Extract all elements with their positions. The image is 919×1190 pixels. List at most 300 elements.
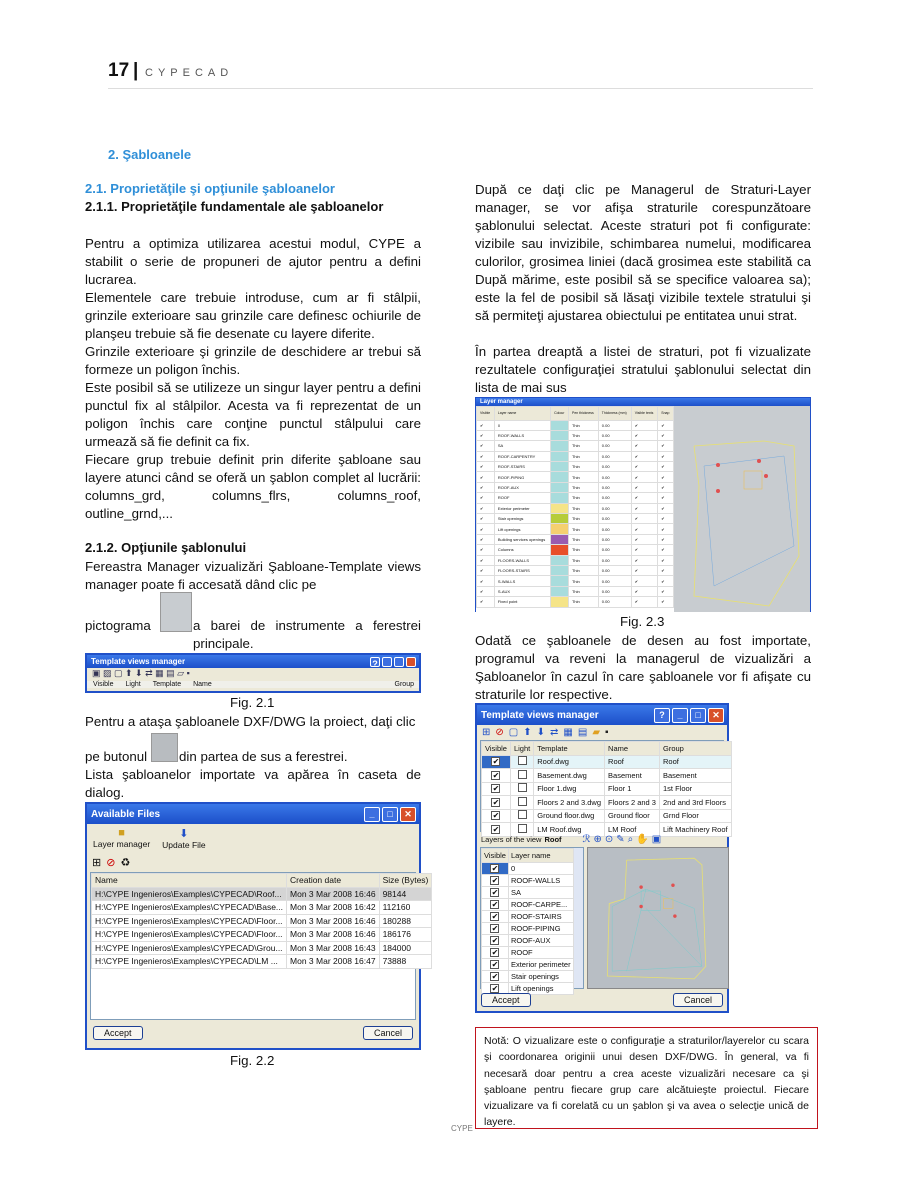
layer-row[interactable] — [482, 910, 574, 922]
cell: 73888 — [379, 955, 432, 969]
colour-swatch[interactable] — [551, 451, 569, 461]
thickness[interactable]: 0.00 — [598, 462, 631, 472]
paragraph: În partea dreaptă a listei de straturi, pot fi vizualizate rezultatele configuraţiei stratului şablonului selectat din lista de mai sus — [475, 344, 811, 395]
pen-thickness[interactable]: Thin — [568, 576, 598, 586]
visible-texts-checkbox[interactable]: ✔ — [631, 430, 658, 440]
thickness[interactable]: 0.00 — [598, 586, 631, 596]
visible-checkbox[interactable]: ✔ — [482, 934, 509, 946]
file-row[interactable] — [92, 914, 432, 928]
visible-checkbox[interactable]: ✔ — [482, 898, 509, 910]
layer-name: ROOF-PIPING — [494, 472, 550, 482]
thickness[interactable]: 0.00 — [598, 534, 631, 544]
colour-swatch[interactable] — [551, 503, 569, 513]
add-icon[interactable]: ⊞ — [482, 727, 491, 738]
pen-thickness[interactable]: Thin — [568, 441, 598, 451]
visible-checkbox[interactable]: ✔ — [477, 493, 495, 503]
colour-swatch[interactable] — [551, 441, 569, 451]
cell: LM Roof.dwg — [534, 823, 605, 837]
layer-row[interactable] — [482, 874, 574, 886]
save-icon[interactable]: ▪ — [605, 727, 609, 738]
layer-row[interactable] — [482, 898, 574, 910]
layers-view-name: Roof — [544, 835, 562, 844]
snap-checkbox[interactable]: ✔ — [658, 545, 674, 555]
toolbar-icons[interactable]: ▣ ▨ ▢ ⬆ ⬇ ⇄ ▦ ▤ ▱ ▪ — [92, 668, 190, 678]
layer-row[interactable] — [477, 482, 674, 492]
visible-checkbox[interactable]: ✔ — [477, 420, 495, 430]
layer-row[interactable] — [477, 597, 674, 607]
layer-row[interactable] — [477, 420, 674, 430]
visible-texts-checkbox[interactable]: ✔ — [631, 597, 658, 607]
open-folder-icon[interactable]: ▰ — [592, 727, 601, 738]
cell: Basement.dwg — [534, 769, 605, 783]
thickness[interactable]: 0.00 — [598, 472, 631, 482]
cell: 1st Floor — [659, 782, 731, 796]
figure-caption: Fig. 2.1 — [230, 695, 275, 710]
visible-texts-checkbox[interactable]: ✔ — [631, 441, 658, 451]
colour-swatch[interactable] — [551, 524, 569, 534]
snap-checkbox[interactable]: ✔ — [658, 441, 674, 451]
layer-row[interactable] — [477, 555, 674, 565]
colour-swatch[interactable] — [551, 545, 569, 555]
close-button[interactable]: ✕ — [708, 708, 724, 723]
snap-checkbox[interactable]: ✔ — [658, 534, 674, 544]
layer-name: Columns — [494, 545, 550, 555]
visible-checkbox[interactable]: ✔ — [477, 555, 495, 565]
layer-row[interactable] — [477, 451, 674, 461]
cancel-button[interactable]: Cancel — [673, 993, 723, 1007]
layer-row[interactable] — [477, 576, 674, 586]
file-row[interactable] — [92, 887, 432, 901]
visible-texts-checkbox[interactable]: ✔ — [631, 482, 658, 492]
cell: 112160 — [379, 901, 432, 915]
pen-thickness[interactable]: Thin — [568, 420, 598, 430]
layer-name: S-WALLS — [494, 576, 550, 586]
view-layers-table — [481, 848, 574, 995]
snap-checkbox[interactable]: ✔ — [658, 482, 674, 492]
colour-swatch[interactable] — [551, 597, 569, 607]
help-button[interactable]: ? — [370, 657, 380, 667]
visible-texts-checkbox[interactable]: ✔ — [631, 462, 658, 472]
cell: 2nd and 3rd Floors — [659, 796, 731, 810]
layer-manager-button[interactable] — [93, 827, 150, 850]
pen-thickness[interactable]: Thin — [568, 430, 598, 440]
layer-row[interactable] — [477, 524, 674, 534]
visible-checkbox[interactable]: ✔ — [477, 597, 495, 607]
col-header: Snap — [658, 407, 674, 421]
cell: 184000 — [379, 941, 432, 955]
colour-swatch[interactable] — [551, 472, 569, 482]
layer-name: ROOF-STAIRS — [508, 910, 573, 922]
paragraph: Odată ce şabloanele de desen au fost importate, programul va reveni la managerul de vizualizări a Şabloanelor în cazul în care şabloanele vor fi afişate cu straturile lor respective. — [475, 633, 811, 702]
pen-thickness[interactable]: Thin — [568, 534, 598, 544]
maximize-button[interactable] — [394, 657, 404, 667]
visible-checkbox[interactable]: ✔ — [482, 958, 509, 970]
window-title: Available Files — [91, 808, 161, 820]
visible-texts-checkbox[interactable]: ✔ — [631, 420, 658, 430]
layer-name: Exterior perimeter — [494, 503, 550, 513]
available-files-dialog — [85, 802, 429, 1050]
minimize-button[interactable] — [382, 657, 392, 667]
layer-row[interactable] — [482, 934, 574, 946]
visible-checkbox[interactable]: ✔ — [482, 886, 509, 898]
help-button[interactable]: ? — [654, 708, 670, 723]
trash-icon[interactable]: ♻ — [120, 857, 131, 869]
thickness[interactable]: 0.00 — [598, 576, 631, 586]
header-rule — [108, 88, 813, 89]
col-header: Colour — [551, 407, 569, 421]
col-header: Visible — [477, 407, 495, 421]
thickness[interactable]: 0.00 — [598, 597, 631, 607]
col: Group — [394, 681, 414, 688]
layer-manager-icon: ■ — [118, 827, 125, 839]
footer-text: CYPE — [451, 1124, 473, 1133]
col-header: Group — [659, 742, 731, 756]
cell: Ground floor — [605, 809, 660, 823]
visible-texts-checkbox[interactable]: ✔ — [631, 586, 658, 596]
scrollbar[interactable] — [574, 848, 583, 988]
snap-checkbox[interactable]: ✔ — [658, 576, 674, 586]
snap-checkbox[interactable]: ✔ — [658, 565, 674, 575]
layer-row[interactable] — [477, 472, 674, 482]
visible-checkbox[interactable]: ✔ — [482, 755, 511, 769]
header-separator: | — [133, 60, 139, 81]
minimize-button[interactable]: _ — [364, 807, 380, 822]
header-title: CYPECAD — [145, 67, 234, 79]
visible-checkbox[interactable]: ✔ — [477, 472, 495, 482]
subsubsection-heading: 2.1.2. Opţiunile şablonului — [85, 540, 247, 555]
colour-swatch[interactable] — [551, 565, 569, 575]
colour-swatch[interactable] — [551, 493, 569, 503]
paragraph: Este posibil să se utilizeze un singur layer pentru a defini punctul fix al stâlpilor. Acesta va fi reprezentat de un poligon închis care conţine punctul stâlpului care urmează să fie definit ca fix. — [85, 380, 421, 449]
visible-checkbox[interactable]: ✔ — [482, 823, 511, 837]
text: pictograma — [85, 618, 151, 633]
thickness[interactable]: 0.00 — [598, 430, 631, 440]
visible-texts-checkbox[interactable]: ✔ — [631, 451, 658, 461]
layers-table — [476, 406, 674, 608]
visible-texts-checkbox[interactable]: ✔ — [631, 555, 658, 565]
visible-checkbox[interactable]: ✔ — [477, 565, 495, 575]
file-row[interactable] — [92, 955, 432, 969]
layer-row[interactable] — [477, 586, 674, 596]
thickness[interactable]: 0.00 — [598, 503, 631, 513]
delete-icon[interactable]: ⊘ — [106, 857, 116, 869]
pen-thickness[interactable]: Thin — [568, 524, 598, 534]
cell: H:\CYPE Ingenieros\Examples\CYPECAD\Floor... — [92, 928, 287, 942]
files-table — [91, 873, 432, 969]
cell: Mon 3 Mar 2008 16:46 — [287, 887, 380, 901]
swap-icon[interactable]: ⇄ — [550, 727, 559, 738]
pen-thickness[interactable]: Thin — [568, 451, 598, 461]
layer-name: Fixed point — [494, 597, 550, 607]
file-row[interactable] — [92, 928, 432, 942]
cell: 180288 — [379, 914, 432, 928]
colour-swatch[interactable] — [551, 586, 569, 596]
layer-row[interactable] — [477, 565, 674, 575]
update-file-button[interactable] — [162, 827, 205, 850]
import-icon[interactable]: ▦ — [563, 727, 573, 738]
delete-icon[interactable]: ⊘ — [495, 727, 504, 738]
cell: Grnd Floor — [659, 809, 731, 823]
pen-thickness[interactable]: Thin — [568, 565, 598, 575]
col-header: Name — [605, 742, 660, 756]
layer-row[interactable] — [482, 922, 574, 934]
maximize-button[interactable]: □ — [690, 708, 706, 723]
snap-checkbox[interactable]: ✔ — [658, 430, 674, 440]
layer-row[interactable] — [482, 970, 574, 982]
layer-name: FLOORS-WALLS — [494, 555, 550, 565]
layer-row[interactable] — [477, 534, 674, 544]
thickness[interactable]: 0.00 — [598, 565, 631, 575]
pen-thickness[interactable]: Thin — [568, 514, 598, 524]
layer-name: Lift openings — [494, 524, 550, 534]
column-headers — [87, 681, 419, 688]
colour-swatch[interactable] — [551, 576, 569, 586]
layer-row[interactable] — [477, 545, 674, 555]
colour-swatch[interactable] — [551, 430, 569, 440]
note-box: Notă: O vizualizare este o configuraţie a straturilor/layerelor cu scara şi coordonarea originii unui desen DXF/DWG. În general, va fi necesară doar pentru a crea aceste vizualizări necesare ca şi şabloane pentru fiecare grup care alcătuieşte proiectul. Fiecare vizualizare va fi corelată cu un şablon şi va avea o selecţie unică de layere. — [475, 1027, 818, 1129]
cell: Mon 3 Mar 2008 16:43 — [287, 941, 380, 955]
layer-row[interactable] — [482, 886, 574, 898]
layer-row[interactable] — [477, 503, 674, 513]
visible-texts-checkbox[interactable]: ✔ — [631, 472, 658, 482]
close-button[interactable]: ✕ — [400, 807, 416, 822]
visible-checkbox[interactable]: ✔ — [482, 970, 509, 982]
snap-checkbox[interactable]: ✔ — [658, 586, 674, 596]
attach-button-icon — [151, 733, 178, 762]
snap-checkbox[interactable]: ✔ — [658, 493, 674, 503]
label: Update File — [162, 840, 206, 850]
move-down-icon[interactable]: ⬇ — [536, 727, 546, 738]
drawing-preview[interactable] — [587, 847, 729, 989]
add-icon[interactable]: ⊞ — [92, 857, 102, 869]
file-row[interactable] — [92, 941, 432, 955]
visible-checkbox[interactable]: ✔ — [477, 462, 495, 472]
col-header: Thickness (mm) — [598, 407, 631, 421]
template-row[interactable] — [482, 769, 732, 783]
col-header: Light — [510, 742, 533, 756]
cell: H:\CYPE Ingenieros\Examples\CYPECAD\LM ... — [92, 955, 287, 969]
visible-texts-checkbox[interactable]: ✔ — [631, 565, 658, 575]
cell: Mon 3 Mar 2008 16:42 — [287, 901, 380, 915]
subsection-heading: 2.1. Proprietăţile şi opţiunile şabloanelor — [85, 181, 335, 196]
visible-checkbox[interactable]: ✔ — [477, 503, 495, 513]
cell: Roof.dwg — [534, 755, 605, 769]
colour-swatch[interactable] — [551, 462, 569, 472]
layer-name: FLOORS-STAIRS — [494, 565, 550, 575]
layer-manager-window — [475, 397, 811, 612]
visible-checkbox[interactable]: ✔ — [477, 586, 495, 596]
col: Name — [193, 681, 212, 688]
cell: Floors 2 and 3 — [605, 796, 660, 810]
colour-swatch[interactable] — [551, 420, 569, 430]
light-checkbox[interactable] — [510, 769, 533, 783]
thickness[interactable]: 0.00 — [598, 524, 631, 534]
cell: Roof — [659, 755, 731, 769]
paragraph: Grinzile exterioare şi grinzile de deschidere ar trebui să formeze un poligon închis. — [85, 344, 421, 377]
drawing-preview[interactable] — [674, 406, 810, 612]
col-header[interactable]: Creation date — [287, 874, 380, 888]
visible-checkbox[interactable]: ✔ — [477, 441, 495, 451]
thickness[interactable]: 0.00 — [598, 514, 631, 524]
paragraph: Pentru a optimiza utilizarea acestui modul, CYPE a stabilit o serie de propuneri de ajutor pentru a defini lucrarea. — [85, 236, 421, 287]
cell: Floors 2 and 3.dwg — [534, 796, 605, 810]
visible-checkbox[interactable]: ✔ — [482, 982, 509, 994]
visible-checkbox[interactable]: ✔ — [482, 769, 511, 783]
layer-name: ROOF-WALLS — [508, 874, 573, 886]
cell: Roof — [605, 755, 660, 769]
col-header: Visible texts — [631, 407, 658, 421]
template-row[interactable] — [482, 796, 732, 810]
snap-checkbox[interactable]: ✔ — [658, 597, 674, 607]
pen-thickness[interactable]: Thin — [568, 472, 598, 482]
minimize-button[interactable]: _ — [672, 708, 688, 723]
layer-row[interactable] — [477, 462, 674, 472]
pen-thickness[interactable]: Thin — [568, 545, 598, 555]
visible-checkbox[interactable]: ✔ — [482, 946, 509, 958]
col-header: Layer name — [494, 407, 550, 421]
layer-name: SA — [494, 441, 550, 451]
visible-texts-checkbox[interactable]: ✔ — [631, 503, 658, 513]
visible-checkbox[interactable]: ✔ — [482, 862, 509, 874]
visible-checkbox[interactable]: ✔ — [477, 534, 495, 544]
label: Layer manager — [93, 839, 151, 849]
visible-checkbox[interactable]: ✔ — [477, 514, 495, 524]
cell: Lift Machinery Roof — [659, 823, 731, 837]
properties-icon[interactable]: ▤ — [577, 727, 588, 738]
layer-row[interactable] — [477, 493, 674, 503]
col-header[interactable]: Name — [92, 874, 287, 888]
colour-swatch[interactable] — [551, 555, 569, 565]
snap-checkbox[interactable]: ✔ — [658, 462, 674, 472]
visible-texts-checkbox[interactable]: ✔ — [631, 576, 658, 586]
thickness[interactable]: 0.00 — [598, 451, 631, 461]
copy-icon[interactable]: ▢ — [508, 727, 519, 738]
light-checkbox[interactable] — [510, 796, 533, 810]
visible-checkbox[interactable]: ✔ — [482, 874, 509, 886]
close-button[interactable] — [406, 657, 416, 667]
layer-row[interactable] — [482, 958, 574, 970]
layer-row[interactable] — [482, 946, 574, 958]
thickness[interactable]: 0.00 — [598, 555, 631, 565]
visible-checkbox[interactable]: ✔ — [477, 545, 495, 555]
light-checkbox[interactable] — [510, 809, 533, 823]
window-title: Template views manager — [91, 657, 186, 666]
snap-checkbox[interactable]: ✔ — [658, 451, 674, 461]
cell: Ground floor.dwg — [534, 809, 605, 823]
thickness[interactable]: 0.00 — [598, 545, 631, 555]
pen-thickness[interactable]: Thin — [568, 503, 598, 513]
visible-texts-checkbox[interactable]: ✔ — [631, 534, 658, 544]
visible-checkbox[interactable]: ✔ — [477, 576, 495, 586]
layer-row[interactable] — [477, 514, 674, 524]
thickness[interactable]: 0.00 — [598, 420, 631, 430]
paragraph: Elementele care trebuie introduse, cum ar fi stâlpii, grinzile exterioare sau grinzile care definesc ochiurile de planşeu trebuie să fie desenate cu layere diferite. — [85, 290, 421, 341]
visible-checkbox[interactable]: ✔ — [477, 482, 495, 492]
layer-row[interactable] — [477, 430, 674, 440]
thickness[interactable]: 0.00 — [598, 493, 631, 503]
file-row[interactable] — [92, 901, 432, 915]
visible-checkbox[interactable]: ✔ — [477, 451, 495, 461]
snap-checkbox[interactable]: ✔ — [658, 472, 674, 482]
snap-checkbox[interactable]: ✔ — [658, 420, 674, 430]
visible-checkbox[interactable]: ✔ — [482, 782, 511, 796]
pen-thickness[interactable]: Thin — [568, 586, 598, 596]
pen-thickness[interactable]: Thin — [568, 493, 598, 503]
col-header: Layer name — [508, 849, 573, 863]
text: pe butonul — [85, 749, 148, 764]
layer-name: 0 — [508, 862, 573, 874]
pen-thickness[interactable]: Thin — [568, 482, 598, 492]
view-tools[interactable]: ℛ⊕⊙✎⌕✋▣ — [582, 834, 665, 845]
visible-texts-checkbox[interactable]: ✔ — [631, 514, 658, 524]
layer-row[interactable] — [477, 441, 674, 451]
layer-name: ROOF — [494, 493, 550, 503]
maximize-button[interactable]: □ — [382, 807, 398, 822]
pen-thickness[interactable]: Thin — [568, 462, 598, 472]
template-views-manager-small — [85, 653, 421, 693]
layer-name: Lift openings — [508, 982, 573, 994]
template-row[interactable] — [482, 809, 732, 823]
visible-texts-checkbox[interactable]: ✔ — [631, 524, 658, 534]
visible-texts-checkbox[interactable]: ✔ — [631, 493, 658, 503]
section-heading: 2. Şabloanele — [108, 147, 192, 162]
colour-swatch[interactable] — [551, 482, 569, 492]
visible-checkbox[interactable]: ✔ — [482, 796, 511, 810]
colour-swatch[interactable] — [551, 534, 569, 544]
col: Visible — [93, 681, 114, 688]
accept-button[interactable]: Accept — [481, 993, 531, 1007]
visible-checkbox[interactable]: ✔ — [482, 809, 511, 823]
visible-checkbox[interactable]: ✔ — [477, 430, 495, 440]
cancel-button[interactable]: Cancel — [363, 1026, 413, 1040]
cell: Floor 1.dwg — [534, 782, 605, 796]
cell: H:\CYPE Ingenieros\Examples\CYPECAD\Grou... — [92, 941, 287, 955]
pen-thickness[interactable]: Thin — [568, 597, 598, 607]
thickness[interactable]: 0.00 — [598, 482, 631, 492]
move-up-icon[interactable]: ⬆ — [523, 727, 532, 738]
light-checkbox[interactable] — [510, 755, 533, 769]
visible-checkbox[interactable]: ✔ — [482, 910, 509, 922]
accept-button[interactable]: Accept — [93, 1026, 143, 1040]
snap-checkbox[interactable]: ✔ — [658, 514, 674, 524]
visible-checkbox[interactable]: ✔ — [477, 524, 495, 534]
visible-checkbox[interactable]: ✔ — [482, 922, 509, 934]
snap-checkbox[interactable]: ✔ — [658, 555, 674, 565]
update-file-icon: ⬇ — [179, 828, 189, 840]
thickness[interactable]: 0.00 — [598, 441, 631, 451]
template-row[interactable] — [482, 782, 732, 796]
layer-name: ROOF — [508, 946, 573, 958]
template-row[interactable] — [482, 755, 732, 769]
template-views-manager-dialog — [475, 703, 729, 1013]
colour-swatch[interactable] — [551, 514, 569, 524]
snap-checkbox[interactable]: ✔ — [658, 503, 674, 513]
layer-name: Stair openings — [494, 514, 550, 524]
cell: Basement — [605, 769, 660, 783]
col-header: Visible — [482, 849, 509, 863]
visible-texts-checkbox[interactable]: ✔ — [631, 545, 658, 555]
light-checkbox[interactable] — [510, 782, 533, 796]
floor-plan-drawing — [588, 848, 728, 991]
cell: Basement — [659, 769, 731, 783]
layers-label: Layers of the view — [481, 835, 542, 844]
snap-checkbox[interactable]: ✔ — [658, 524, 674, 534]
col-header[interactable]: Size (Bytes) — [379, 874, 432, 888]
page-number: 17 — [108, 60, 130, 81]
toolbar[interactable] — [477, 725, 727, 740]
layer-row[interactable] — [482, 862, 574, 874]
pen-thickness[interactable]: Thin — [568, 555, 598, 565]
